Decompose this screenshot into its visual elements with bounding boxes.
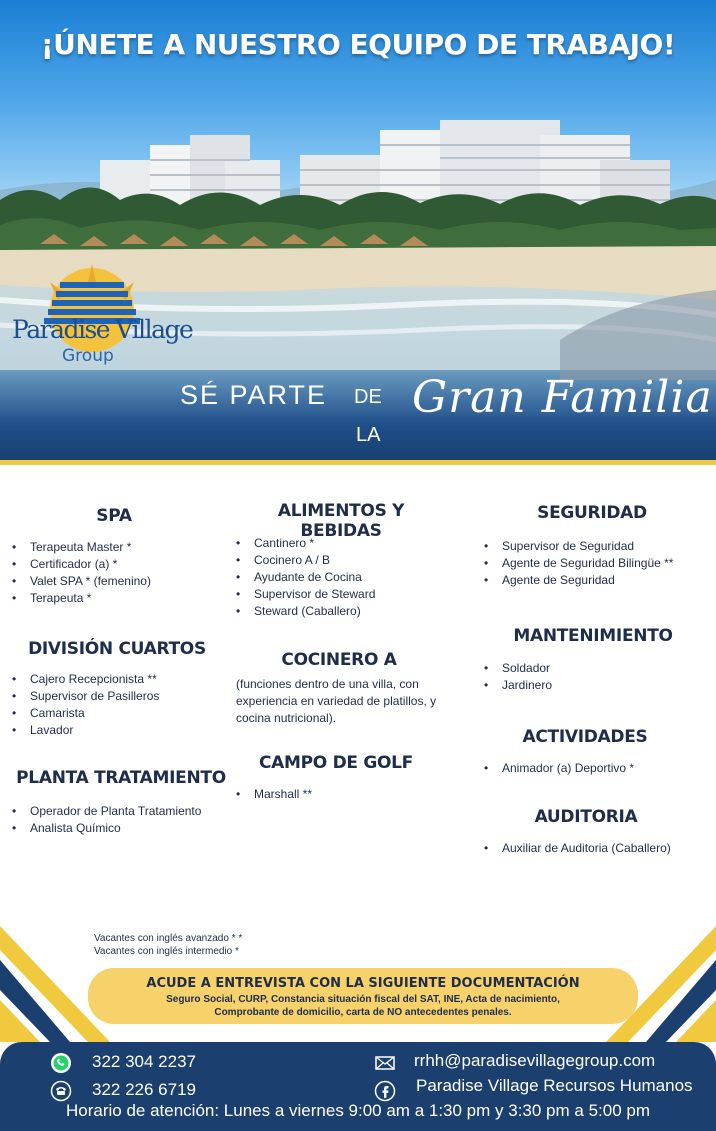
list-item: • Ayudante de Cocina — [236, 569, 375, 586]
list-item: • Supervisor de Steward — [236, 586, 375, 603]
seguridad-list — [484, 538, 673, 589]
spa-list — [12, 539, 151, 607]
hero-title: ¡ÚNETE A NUESTRO EQUIPO DE TRABAJO! — [40, 28, 676, 61]
list-item: • Agente de Seguridad Bilingüe ** — [484, 555, 673, 572]
actividades-list — [484, 760, 634, 777]
list-item: • Camarista — [12, 705, 159, 722]
list-item: • Agente de Seguridad — [484, 572, 673, 589]
tagline-se-parte: SÉ PARTE — [180, 380, 328, 410]
list-item: • Supervisor de Pasilleros — [12, 688, 159, 705]
section-alimentos-title: ALIMENTOS Y BEBIDAS — [277, 501, 405, 541]
list-item: • Cajero Recepcionista ** — [12, 671, 159, 688]
list-item: • Jardinero — [484, 677, 552, 694]
list-item: • Soldador — [484, 660, 552, 677]
office-hours: Horario de atención: Lunes a viernes 9:00 am a 1:30 pm y 3:30 pm a 5:00 pm — [65, 1101, 650, 1120]
tagline-la: LA — [356, 424, 381, 446]
hero-banner — [0, 0, 716, 462]
email-address[interactable]: rrhh@paradisevillagegroup.com — [414, 1051, 656, 1070]
list-item: • Animador (a) Deportivo * — [484, 760, 634, 777]
english-level-notes — [94, 932, 242, 958]
whatsapp-number[interactable]: 322 304 2237 — [92, 1052, 196, 1071]
alimentos-list — [236, 535, 375, 620]
auditoria-list — [484, 840, 671, 857]
contact-footer — [0, 1042, 716, 1131]
section-division-cuartos-title: DIVISIÓN CUARTOS — [28, 639, 206, 659]
facebook-icon — [374, 1080, 396, 1102]
tagline-de: DE — [354, 386, 382, 408]
cocinero-description: (funciones dentro de una villa, con experiencia en variedad de platillos, y cocina nutricional). — [236, 677, 437, 725]
whatsapp-icon — [50, 1052, 72, 1074]
list-item: • Terapeuta * — [12, 590, 151, 607]
documentation-line-2: Comprobante de domicilio, carta de NO antecedentes penales. — [214, 1007, 512, 1018]
list-item: • Cocinero A / B — [236, 552, 375, 569]
golf-list — [236, 786, 312, 803]
note-advanced: Vacantes con inglés avanzado * * — [94, 933, 243, 944]
division-cuartos-list — [12, 671, 159, 739]
list-item: • Auxiliar de Auditoria (Caballero) — [484, 840, 671, 857]
mantenimiento-list — [484, 660, 552, 694]
section-seguridad-title: SEGURIDAD — [537, 503, 647, 523]
list-item: • Valet SPA * (femenino) — [12, 573, 151, 590]
documentation-box — [88, 968, 638, 1024]
list-item: • Supervisor de Seguridad — [484, 538, 673, 555]
phone-number[interactable]: 322 226 6719 — [92, 1080, 196, 1099]
section-actividades-title: ACTIVIDADES — [522, 727, 648, 747]
documentation-title: ACUDE A ENTREVISTA CON LA SIGUIENTE DOCUMENTACIÓN — [146, 976, 580, 991]
list-item: • Terapeuta Master * — [12, 539, 151, 556]
documentation-line-1: Seguro Social, CURP, Constancia situación fiscal del SAT, INE, Acta de nacimiento, — [166, 994, 560, 1005]
tagline-gran-familia: Gran Familia — [412, 372, 713, 423]
logo-name: Paradise Village — [12, 315, 193, 344]
section-spa-title: SPA — [96, 506, 132, 526]
note-intermediate: Vacantes con inglés intermedio * — [94, 946, 239, 957]
list-item: • Lavador — [12, 722, 159, 739]
email-icon — [374, 1052, 396, 1074]
facebook-page[interactable]: Paradise Village Recursos Humanos — [416, 1076, 693, 1095]
planta-tratamiento-list — [12, 803, 201, 837]
list-item: • Analista Químico — [12, 820, 201, 837]
section-planta-tratamiento-title: PLANTA TRATAMIENTO — [16, 768, 226, 788]
list-item: • Steward (Caballero) — [236, 603, 375, 620]
section-auditoria-title: AUDITORIA — [534, 807, 638, 827]
phone-icon — [50, 1080, 72, 1102]
list-item: • Operador de Planta Tratamiento — [12, 803, 201, 820]
list-item: • Marshall ** — [236, 786, 312, 803]
list-item: • Cantinero * — [236, 535, 375, 552]
section-mantenimiento-title: MANTENIMIENTO — [513, 626, 673, 646]
section-golf-title: CAMPO DE GOLF — [259, 753, 413, 773]
section-cocinero-title: COCINERO A — [281, 650, 397, 670]
logo-subtitle: Group — [62, 346, 114, 366]
list-item: • Certificador (a) * — [12, 556, 151, 573]
gold-divider — [0, 460, 716, 465]
